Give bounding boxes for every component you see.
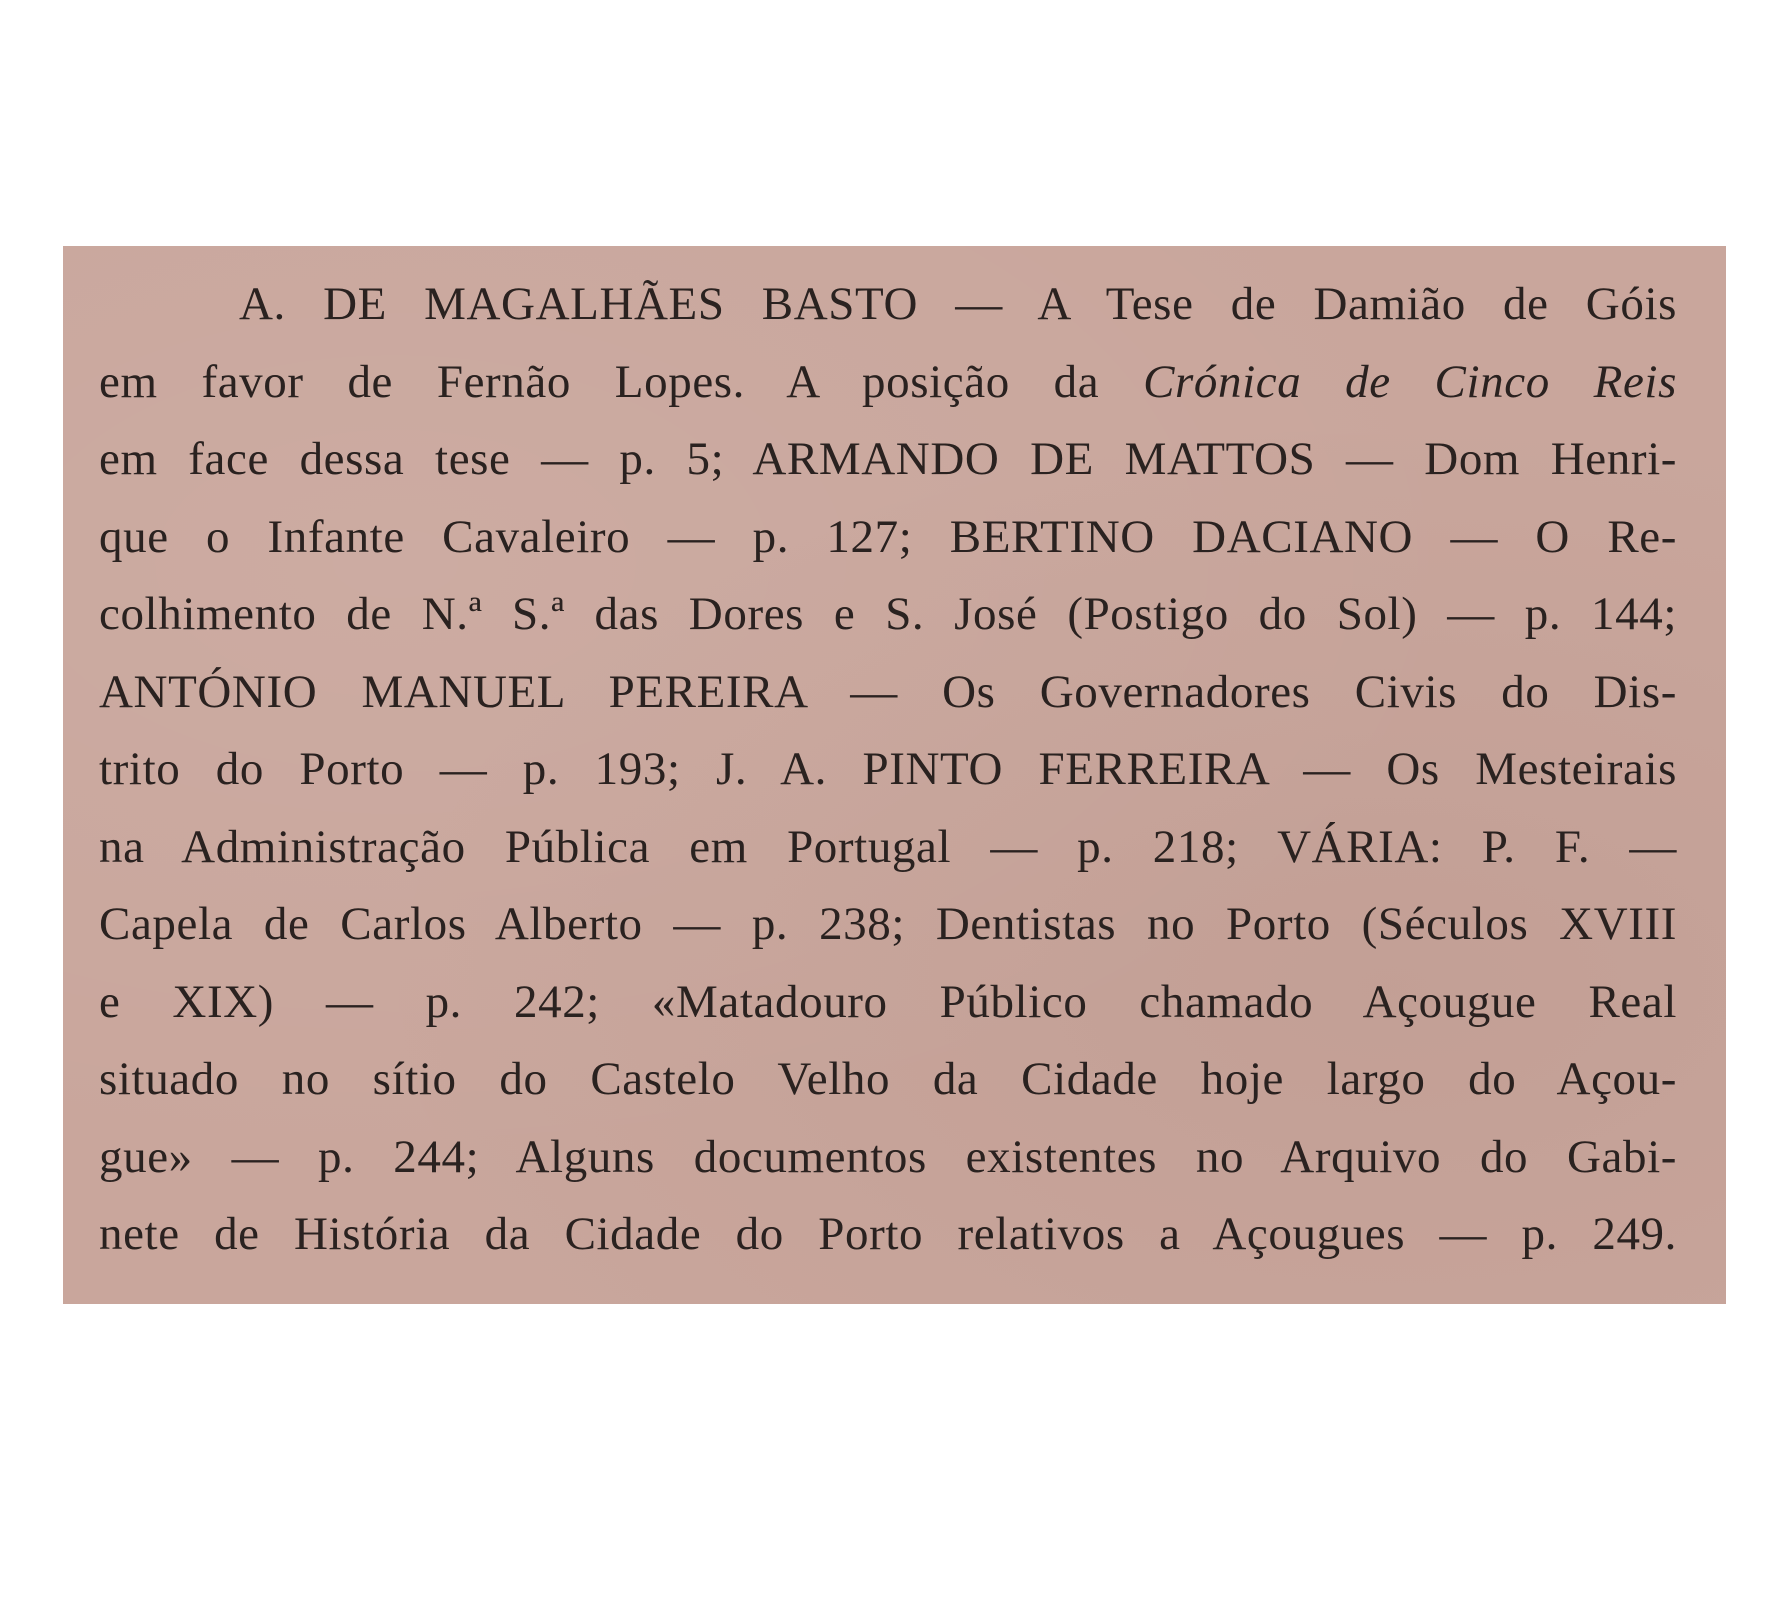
text-line: gue» — p. 244; Alguns documentos existentes no Arquivo do Gabi- [99,1130,1677,1183]
text-line: colhimento de N.ª S.ª das Dores e S. José (Postigo do Sol) — p. 144; [99,588,1677,640]
text-line: nete de História da Cidade do Porto relativos a Açougues — p. 249. [99,1208,1677,1260]
text-line: situado no sítio do Castelo Velho da Cidade hoje largo do Açou- [99,1053,1677,1105]
text-line: trito do Porto — p. 193; J. A. PINTO FERREIRA — Os Mesteirais [99,743,1677,795]
index-paragraph [99,266,1677,1274]
text-line: na Administração Pública em Portugal — p. 218; VÁRIA: P. F. — [99,820,1677,873]
paper-clipping [63,246,1726,1304]
text-line: e XIX) — p. 242; «Matadouro Público chamado Açougue Real [99,975,1677,1028]
text-line: ANTÓNIO MANUEL PEREIRA — Os Governadores Civis do Dis- [99,665,1677,718]
text-line: em face dessa tese — p. 5; ARMANDO DE MATTOS — Dom Henri- [99,433,1677,485]
italic-title: Crónica de Cinco Reis [1143,355,1677,408]
text-line: A. DE MAGALHÃES BASTO — A Tese de Damião de Góis [239,278,1677,330]
text-line: em favor de Fernão Lopes. A posição da Crónica de Cinco Reis [99,355,1677,408]
text-line: que o Infante Cavaleiro — p. 127; BERTINO DACIANO — O Re- [99,510,1677,563]
text-line: Capela de Carlos Alberto — p. 238; Dentistas no Porto (Séculos XVIII [99,898,1677,950]
